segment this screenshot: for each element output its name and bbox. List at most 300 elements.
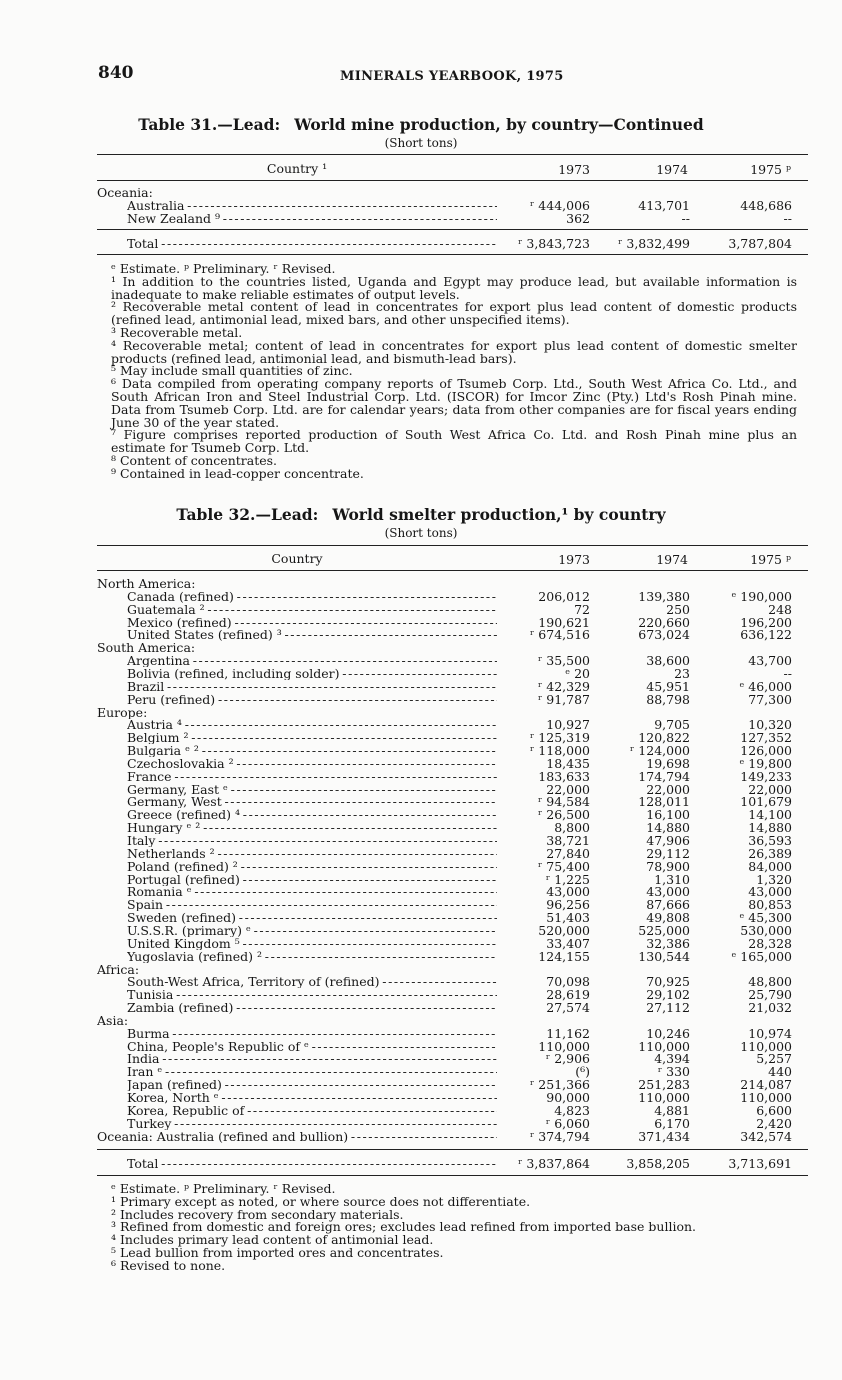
row-label — [127, 937, 497, 950]
table31-title-text: World mine production, by country—Continued — [294, 115, 704, 134]
value-1973: ʳ 444,006 — [529, 197, 590, 213]
table32-total-rule — [97, 1149, 808, 1150]
value-1973: 90,000 — [546, 1090, 590, 1105]
value-1973: 183,633 — [538, 768, 590, 784]
footnote: ⁸ Content of concentrates. — [111, 452, 278, 468]
table-row — [0, 988, 842, 1001]
table-row — [0, 628, 842, 641]
table-row — [0, 1078, 842, 1091]
value-1974: ʳ 330 — [657, 1064, 690, 1080]
value-1975: 149,233 — [740, 768, 792, 784]
row-label — [127, 860, 497, 873]
value-1974: 9,705 — [654, 717, 690, 733]
value-1974: 10,246 — [646, 1025, 690, 1041]
table-row — [0, 911, 842, 924]
row-label-text: United Kingdom ⁵ — [127, 936, 240, 950]
row-label — [127, 731, 497, 744]
row-label — [127, 795, 497, 808]
row-label-text: Europe: — [97, 705, 148, 719]
table31-top-rule — [97, 154, 808, 155]
row-label-text: Brazil — [127, 679, 165, 693]
row-label-text: Argentina — [127, 654, 190, 668]
table31-title-number: Table 31.—Lead: — [138, 115, 281, 134]
table-row — [0, 186, 842, 199]
table-row — [0, 1117, 842, 1130]
value-1975: 2,420 — [756, 1115, 792, 1131]
value-1973: 51,403 — [546, 910, 590, 926]
value-1973: ʳ 674,516 — [529, 627, 590, 643]
value-1973: 206,012 — [538, 588, 590, 604]
row-label-text: Netherlands ² — [127, 846, 215, 860]
value-1974: 4,394 — [654, 1051, 690, 1067]
table-row — [0, 924, 842, 937]
table-row — [0, 667, 842, 680]
row-label — [127, 1091, 497, 1104]
table-row — [0, 847, 842, 860]
value-1975: 43,000 — [748, 884, 792, 900]
table-row — [0, 898, 842, 911]
row-label — [127, 770, 497, 783]
table32-title-text: World smelter production,¹ by country — [332, 505, 666, 524]
value-1974: 32,386 — [646, 935, 690, 951]
row-label-text: Zambia (refined) — [127, 1001, 234, 1015]
row-label-text: Australia — [127, 198, 185, 212]
row-label — [97, 577, 497, 590]
value-1973: (⁶) — [575, 1064, 590, 1080]
row-label-text: France — [127, 769, 172, 783]
value-1975: 101,679 — [740, 794, 792, 810]
row-label-text: Mexico (refined) — [127, 615, 232, 629]
table-row — [0, 1014, 842, 1027]
value-1974: 19,698 — [646, 755, 690, 771]
row-label — [127, 1078, 497, 1091]
footnote: ⁴ Includes primary lead content of antimonial lead. — [111, 1232, 434, 1248]
row-label-text: Africa: — [97, 962, 140, 976]
value-1975: 440 — [768, 1064, 792, 1080]
row-label — [127, 873, 497, 886]
value-1973: ʳ 125,319 — [529, 730, 590, 746]
value-1973: ʳ 2,906 — [545, 1051, 590, 1067]
value-1973: ʳ 91,787 — [537, 691, 590, 707]
value-1975: ᵉ 190,000 — [731, 588, 792, 604]
row-label-text: Iran ᵉ — [127, 1065, 163, 1079]
value-1973: 27,840 — [546, 845, 590, 861]
row-label-text: India — [127, 1052, 160, 1066]
table-row — [0, 654, 842, 667]
row-label-text: Asia: — [97, 1013, 129, 1027]
value-1975: 84,000 — [748, 858, 792, 874]
value-1975: 10,974 — [748, 1025, 792, 1041]
row-label — [97, 706, 497, 719]
value-1973: 190,621 — [538, 614, 590, 630]
row-label — [127, 1104, 497, 1117]
value-1975: ᵉ 19,800 — [739, 755, 792, 771]
table31-subtitle: (Short tons) — [384, 136, 458, 150]
table31-total-label — [127, 237, 497, 250]
row-label — [127, 212, 497, 225]
value-1974: 139,380 — [638, 588, 690, 604]
value-1974: 47,906 — [646, 833, 690, 848]
value-1975: 110,000 — [740, 1090, 792, 1105]
value-1974: 78,900 — [646, 858, 690, 874]
value-1975: 126,000 — [740, 743, 792, 759]
table31-header-1974: 1974 — [656, 162, 688, 177]
table-row — [0, 937, 842, 950]
table-row — [0, 680, 842, 693]
table-row — [0, 744, 842, 757]
value-1973: 8,800 — [554, 820, 590, 836]
table-row — [0, 757, 842, 770]
value-1973: 11,162 — [546, 1025, 590, 1041]
row-label — [127, 988, 497, 1001]
row-label — [127, 1117, 497, 1130]
value-1974: 38,600 — [646, 653, 690, 669]
footnote: ᵉ Estimate. ᵖ Preliminary. ʳ Revised. — [111, 1181, 336, 1196]
table31-total-1973: ʳ 3,843,723 — [518, 236, 590, 251]
table-row — [0, 1130, 842, 1143]
row-label-text: Burma — [127, 1026, 170, 1040]
row-label-text: Oceania: — [97, 186, 153, 199]
value-1975: ᵉ 165,000 — [731, 948, 792, 964]
row-label-text: U.S.S.R. (primary) ᵉ — [127, 923, 251, 937]
value-1974: 45,951 — [646, 678, 690, 694]
row-label-text: Romania ᵉ — [127, 885, 192, 899]
row-label — [127, 1027, 497, 1040]
value-1974: 1,310 — [654, 871, 690, 887]
table32-total-1973: ʳ 3,837,864 — [518, 1156, 590, 1171]
row-label-text: Guatemala ² — [127, 602, 205, 616]
table32-subtitle: (Short tons) — [384, 526, 458, 540]
table-row — [0, 885, 842, 898]
table-row — [0, 963, 842, 976]
table-row — [0, 1040, 842, 1053]
footnote: ¹ In addition to the countries listed, Uganda and Egypt may produce lead, but available information is inadequate to make reliable estimates of output levels. — [111, 273, 797, 302]
table-row — [0, 693, 842, 706]
value-1975: 10,320 — [748, 717, 792, 733]
row-label-text: North America: — [97, 577, 196, 590]
table32-bottom-rule — [97, 1175, 808, 1176]
row-label-text: South-West Africa, Territory of (refined) — [127, 975, 380, 989]
value-1974: 371,434 — [638, 1128, 690, 1144]
footnote: ⁶ Revised to none. — [111, 1257, 226, 1273]
value-1975: 28,328 — [748, 935, 792, 951]
row-label-text: Poland (refined) ² — [127, 859, 238, 873]
value-1974: 673,024 — [638, 627, 690, 643]
footnote: ⁴ Recoverable metal; content of lead in concentrates for export plus lead content of domestic smelter products (refined lead, antimonial lead, and bismuth-lead bars). — [111, 337, 797, 366]
row-label-text: Bolivia (refined, including solder) — [127, 666, 340, 680]
value-1975: 448,686 — [740, 197, 792, 213]
row-label — [97, 963, 497, 976]
row-label — [127, 757, 497, 770]
table32-header-1975: 1975 ᵖ — [750, 552, 791, 567]
table-row — [0, 821, 842, 834]
row-label — [127, 1065, 497, 1078]
row-label-text: Italy — [127, 834, 156, 847]
value-1973: ʳ 251,366 — [529, 1077, 590, 1093]
table31-total-rule — [97, 229, 808, 230]
value-1973: ʳ 26,500 — [537, 807, 590, 823]
table32-total-1975: 3,713,691 — [728, 1156, 792, 1171]
row-label-text: Turkey — [127, 1116, 172, 1130]
value-1973: 520,000 — [538, 922, 590, 938]
table-row — [0, 1104, 842, 1117]
row-label-text: Czechoslovakia ² — [127, 756, 234, 770]
value-1973: 70,098 — [546, 974, 590, 990]
row-label — [127, 924, 497, 937]
value-1975: 26,389 — [748, 845, 792, 861]
value-1974: 110,000 — [638, 1038, 690, 1054]
value-1973: 33,407 — [546, 935, 590, 951]
row-label — [127, 911, 497, 924]
row-label-text: Germany, East ᵉ — [127, 782, 228, 796]
footnote: ³ Recoverable metal. — [111, 324, 243, 340]
table-row — [0, 577, 842, 590]
row-label — [127, 616, 497, 629]
value-1973: ᵉ 20 — [565, 665, 590, 681]
row-label-text: Portugal (refined) — [127, 872, 240, 886]
row-label — [127, 628, 497, 641]
value-1974: 29,112 — [646, 845, 690, 861]
value-1975: 636,122 — [740, 627, 792, 643]
row-label — [127, 667, 497, 680]
footnote: ² Includes recovery from secondary materials. — [111, 1206, 404, 1222]
value-1973: ʳ 94,584 — [537, 794, 590, 810]
row-label — [97, 1014, 497, 1027]
row-label-text: United States (refined) ³ — [127, 628, 282, 642]
row-label-text: Hungary ᵉ ² — [127, 821, 201, 835]
row-label-text: Japan (refined) — [127, 1078, 222, 1092]
value-1973: ʳ 6,060 — [545, 1115, 590, 1131]
row-label — [127, 885, 497, 898]
footnote: ⁷ Figure comprises reported production of South West Africa Co. Ltd. and Rosh Pinah mine plus an estimate for Tsumeb Corp. Ltd. — [111, 427, 797, 456]
table-row — [0, 1027, 842, 1040]
footnote: ⁵ May include small quantities of zinc. — [111, 363, 353, 379]
table32-header-1974: 1974 — [656, 552, 688, 567]
table32-top-rule — [97, 545, 808, 546]
table31-total-1975: 3,787,804 — [728, 236, 792, 251]
table-row — [0, 199, 842, 212]
row-label — [127, 654, 497, 667]
row-label — [127, 1052, 497, 1065]
value-1975: 80,853 — [748, 897, 792, 913]
table31-header-rule — [97, 180, 808, 181]
value-1975: ᵉ 46,000 — [739, 678, 792, 694]
footnote: ³ Refined from domestic and foreign ores; excludes lead refined from imported base bullion. — [111, 1219, 696, 1235]
value-1975: 77,300 — [748, 691, 792, 707]
row-label-text: Germany, West — [127, 795, 222, 809]
value-1974: 70,925 — [646, 974, 690, 990]
row-label — [97, 641, 497, 654]
table32-total-row — [0, 1157, 842, 1170]
value-1974: 174,794 — [638, 768, 690, 784]
row-label-text: New Zealand ⁹ — [127, 211, 221, 225]
row-label — [127, 693, 497, 706]
value-1974: 6,170 — [654, 1115, 690, 1131]
value-1974: 525,000 — [638, 922, 690, 938]
row-label — [97, 186, 497, 199]
page-number: 840 — [98, 63, 134, 83]
value-1974: 16,100 — [646, 807, 690, 823]
value-1975: 21,032 — [748, 1000, 792, 1016]
footnote: ⁹ Contained in lead-copper concentrate. — [111, 465, 364, 481]
table-row — [0, 706, 842, 719]
footnote: ² Recoverable metal content of lead in concentrates for export plus lead content of domestic products (refined lead, antimonial lead, mixed bars, and other unspecified items). — [111, 299, 797, 328]
table-row — [0, 616, 842, 629]
table-row — [0, 731, 842, 744]
row-label-text: Korea, Republic of — [127, 1103, 245, 1117]
value-1974: -- — [681, 210, 690, 226]
value-1974: 27,112 — [646, 1000, 690, 1016]
value-1974: 23 — [674, 665, 690, 681]
row-label-text: Belgium ² — [127, 731, 189, 745]
row-label-text: South America: — [97, 641, 196, 655]
row-label-text: Sweden (refined) — [127, 911, 236, 925]
table32-header-country: Country — [271, 551, 323, 566]
value-1975: -- — [783, 210, 792, 226]
row-label — [127, 199, 497, 212]
value-1975: 214,087 — [740, 1077, 792, 1093]
row-label-text: Austria ⁴ — [127, 718, 182, 732]
value-1975: 36,593 — [748, 833, 792, 848]
row-label — [127, 744, 497, 757]
value-1973: 18,435 — [546, 755, 590, 771]
value-1975: 14,100 — [748, 807, 792, 823]
value-1973: 43,000 — [546, 884, 590, 900]
footnote: ⁵ Lead bullion from imported ores and concentrates. — [111, 1244, 444, 1260]
value-1975: 110,000 — [740, 1038, 792, 1054]
footnote: ⁶ Data compiled from operating company reports of Tsumeb Corp. Ltd., South West Africa Co. Ltd., and South African Iron and Steel Industrial Corp. Ltd. (ISCOR) for Imcor Zinc (Pty.) Ltd's Rosh Pinah mine. Data from Tsumeb Corp. Ltd. are for calendar years; data from other companies are for fiscal years ending June 30 of the year stated. — [111, 376, 797, 430]
row-label — [127, 590, 497, 603]
value-1974: 22,000 — [646, 781, 690, 797]
value-1973: 22,000 — [546, 781, 590, 797]
table32-footnotes — [97, 1183, 797, 1273]
table32-total-label — [127, 1157, 497, 1170]
value-1974: 14,880 — [646, 820, 690, 836]
table-row — [0, 795, 842, 808]
value-1975: 25,790 — [748, 987, 792, 1003]
row-label — [127, 718, 497, 731]
footnote: ᵉ Estimate. ᵖ Preliminary. ʳ Revised. — [111, 261, 336, 276]
value-1975: 22,000 — [748, 781, 792, 797]
value-1973: 110,000 — [538, 1038, 590, 1054]
row-label-text: Bulgaria ᵉ ² — [127, 744, 199, 758]
row-label-text: Peru (refined) — [127, 692, 216, 706]
value-1973: 27,574 — [546, 1000, 590, 1016]
row-label-text: Greece (refined) ⁴ — [127, 808, 241, 822]
row-label — [127, 834, 497, 847]
row-label-text: China, People's Republic of ᵉ — [127, 1039, 309, 1053]
table31-total-row — [0, 237, 842, 250]
value-1975: 127,352 — [740, 730, 792, 746]
table-row — [0, 212, 842, 225]
table-row — [0, 950, 842, 963]
table-row — [0, 975, 842, 988]
row-label-text: Tunisia — [127, 988, 174, 1002]
value-1974: 413,701 — [638, 197, 690, 213]
value-1974: 110,000 — [638, 1090, 690, 1105]
value-1975: 196,200 — [740, 614, 792, 630]
table-row — [0, 770, 842, 783]
running-head: MINERALS YEARBOOK, 1975 — [340, 69, 564, 84]
row-label-text: Yugoslavia (refined) ² — [127, 949, 262, 963]
value-1973: ʳ 1,225 — [545, 871, 590, 887]
value-1973: ʳ 374,794 — [529, 1128, 590, 1144]
value-1973: ʳ 35,500 — [537, 653, 590, 669]
row-label-text: Spain — [127, 898, 164, 912]
value-1974: 49,808 — [646, 910, 690, 926]
value-1975: 1,320 — [756, 871, 792, 887]
row-label — [127, 1040, 497, 1053]
row-label — [127, 783, 497, 796]
row-label — [127, 603, 497, 616]
table-row — [0, 1052, 842, 1065]
table-row — [0, 783, 842, 796]
value-1974: 87,666 — [646, 897, 690, 913]
table31-footnotes — [97, 263, 797, 481]
value-1974: 251,283 — [638, 1077, 690, 1093]
row-label — [127, 680, 497, 693]
value-1975: 342,574 — [740, 1128, 792, 1144]
value-1975: 14,880 — [748, 820, 792, 836]
value-1973: ʳ 118,000 — [529, 743, 590, 759]
table31-total-1974: ʳ 3,832,499 — [618, 236, 690, 251]
table-row — [0, 834, 842, 847]
value-1974: 29,102 — [646, 987, 690, 1003]
table-row — [0, 1001, 842, 1014]
table32-title — [0, 505, 842, 524]
row-label — [127, 1001, 497, 1014]
value-1973: ʳ 42,329 — [537, 678, 590, 694]
table32-header-1973: 1973 — [558, 552, 590, 567]
table-row — [0, 603, 842, 616]
table-row — [0, 1065, 842, 1078]
value-1973: 124,155 — [538, 948, 590, 964]
table31-header-1973: 1973 — [558, 162, 590, 177]
value-1975: 5,257 — [756, 1051, 792, 1067]
row-label-text: Oceania: Australia (refined and bullion) — [97, 1129, 349, 1143]
table32-total-1974: 3,858,205 — [626, 1156, 690, 1171]
table32-title-number: Table 32.—Lead: — [176, 505, 319, 524]
value-1974: 120,822 — [638, 730, 690, 746]
table31-header-1975: 1975 ᵖ — [750, 162, 791, 177]
table31-total-label-text: Total — [127, 237, 159, 250]
value-1973: 362 — [566, 210, 590, 226]
table-row — [0, 641, 842, 654]
value-1974: 130,544 — [638, 948, 690, 964]
row-label — [127, 847, 497, 860]
value-1974: 4,881 — [654, 1102, 690, 1118]
row-label-text: Korea, North ᵉ — [127, 1091, 219, 1104]
value-1973: 4,823 — [554, 1102, 590, 1118]
row-label — [127, 808, 497, 821]
table31-header-country: Country ¹ — [266, 161, 328, 176]
table-row — [0, 860, 842, 873]
value-1974: 128,011 — [638, 794, 690, 810]
value-1975: ᵉ 45,300 — [739, 910, 792, 926]
table32-total-label-text: Total — [127, 1157, 159, 1170]
value-1974: 250 — [666, 601, 690, 617]
value-1975: 248 — [768, 601, 792, 617]
table31-title — [0, 115, 842, 134]
table-row — [0, 808, 842, 821]
value-1973: 28,619 — [546, 987, 590, 1003]
value-1973: 72 — [574, 601, 590, 617]
row-label — [97, 1130, 497, 1143]
table32-header-rule — [97, 570, 808, 571]
table31-bottom-rule — [97, 254, 808, 255]
value-1973: 10,927 — [546, 717, 590, 733]
value-1975: 43,700 — [748, 653, 792, 669]
